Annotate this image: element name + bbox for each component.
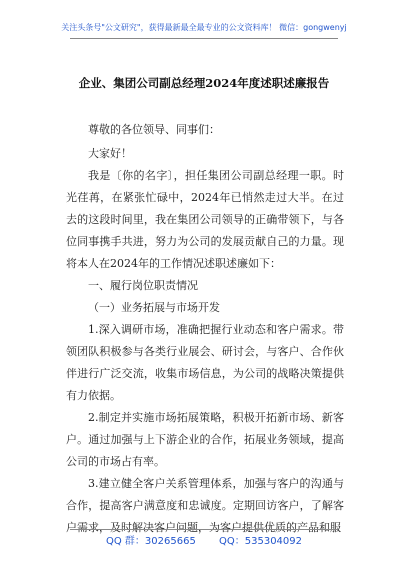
page-header: 关注头条号"公文研究"，获得最新最全最专业的公文资料库！ 微信：gongwenyj — [61, 23, 347, 32]
document-body — [66, 119, 344, 539]
qq-text: QQ：535304092 — [219, 536, 303, 547]
section-heading: 一、履行岗位职责情况 — [88, 279, 198, 292]
header-divider — [70, 38, 338, 39]
paragraph: 我是〔你的名字〕，担任集团公司副总经理一职。时光荏苒，在紧张忙碌中，2024年已悄然走过大半。在过去的这段时间里，我在集团公司领导的正确带领下，与各位同事携手共进，努力为公司的发展贡献自己的力量。现将本人在2024年的工作情况述职述廉如下： — [66, 169, 344, 270]
paragraph: 1.深入调研市场，准确把握行业动态和客户需求。带领团队积极参与各类行业展会、研讨会，与客户、合作伙伴进行广泛交流，收集市场信息，为公司的战略决策提供有力依据。 — [66, 323, 344, 402]
subsection-heading: （一）业务拓展与市场开发 — [88, 301, 220, 314]
paragraph: 3.建立健全客户关系管理体系，加强与客户的沟通与合作，提高客户满意度和忠诚度。定期回访客户，了解客户需求，及时解决客户问题，为客户提供优质的产品和服 — [66, 477, 344, 534]
hello-line: 大家好！ — [88, 147, 132, 160]
qq-group-text: QQ 群：30265665 — [105, 536, 196, 547]
footer-divider — [70, 529, 338, 530]
document-title: 企业、集团公司副总经理2024年度述职述廉报告 — [78, 76, 330, 90]
paragraph: 2.制定并实施市场拓展策略，积极开拓新市场、新客户。通过加强与上下游企业的合作，拓展业务领域，提高公司的市场占有率。 — [66, 411, 344, 468]
greeting: 尊敬的各位领导、同事们： — [88, 123, 220, 136]
page-footer — [0, 532, 408, 547]
